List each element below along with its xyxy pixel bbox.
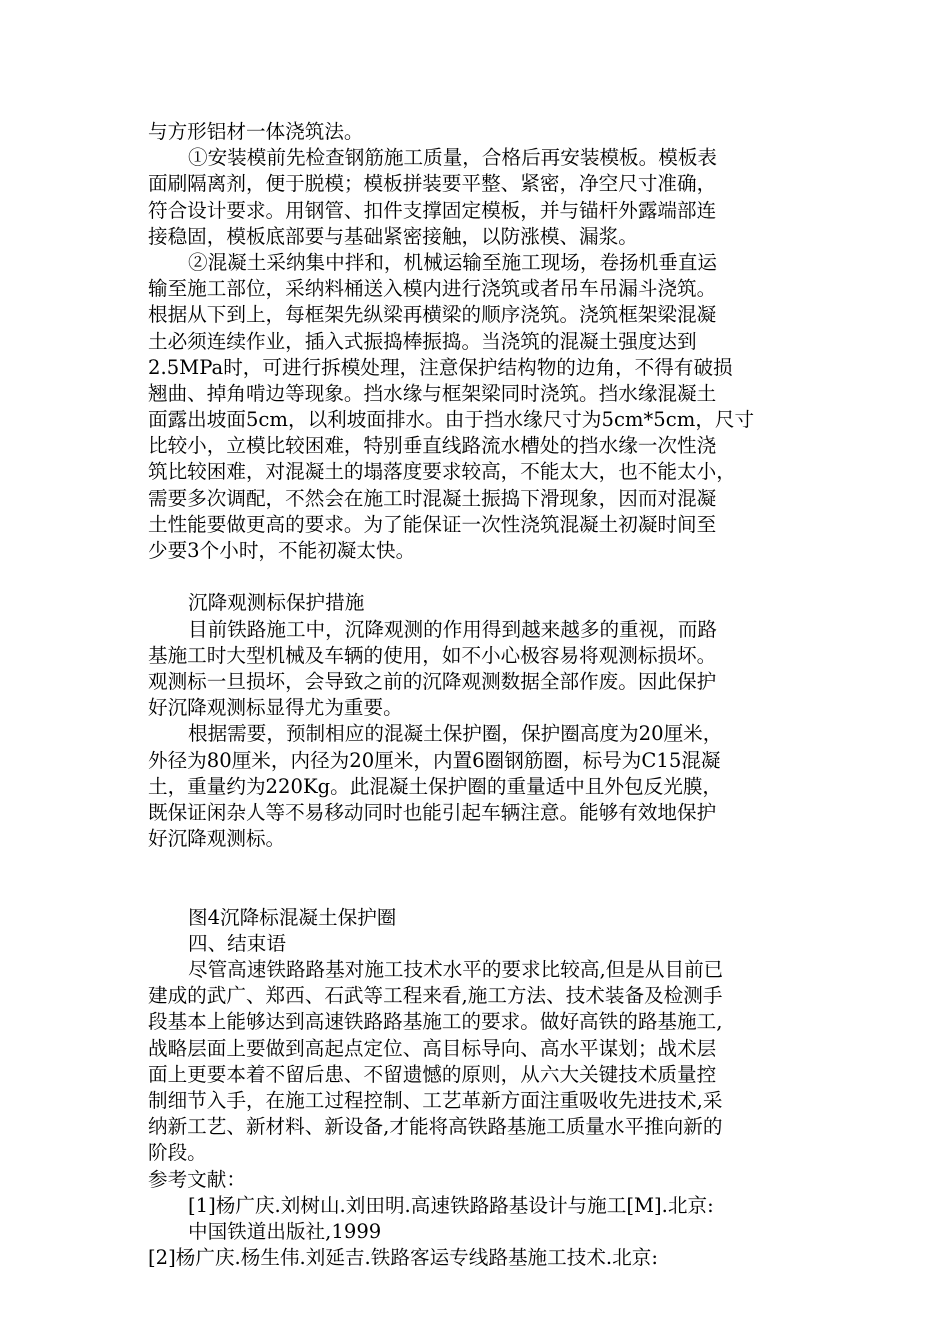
text-line: 参考文献： [148,1167,246,1191]
text-line: 基施工时大型机械及车辆的使用，如不小心极容易将观测标损坏。 [148,643,717,667]
text-line: 与方形铝材一体浇筑法。 [148,120,364,143]
text-line: 战略层面上要做到高起点定位、高目标导向、高水平谋划；战术层 [148,1036,717,1060]
text-line: 土必须连续作业，插入式振捣棒振捣。当浇筑的混凝土强度达到 [148,329,697,353]
text-line: 观测标一旦损坏，会导致之前的沉降观测数据全部作废。因此保护 [148,669,717,693]
text-line: 制细节入手，在施工过程控制、工艺革新方面注重吸收先进技术,采 [148,1088,723,1112]
text-line: 面露出坡面5cm，以利坡面排水。由于挡水缘尺寸为5cm*5cm，尺寸 [148,408,755,432]
text-line: 筑比较困难，对混凝土的塌落度要求较高，不能太大，也不能太小， [148,460,736,484]
text-line: 阶段。 [148,1141,207,1165]
blank-line [148,852,808,878]
blank-line [148,878,808,904]
section-heading: 四、结束语 [188,931,286,955]
text-line: 土，重量约为220Kg。此混凝土保护圈的重量适中且外包反光膜， [148,774,723,798]
text-line: 少要3个小时，不能初凝太快。 [148,539,416,562]
text-line: 需要多次调配，不然会在施工时混凝土振捣下滑现象，因而对混凝 [148,486,717,510]
text-line: 既保证闲杂人等不易移动同时也能引起车辆注意。能够有效地保护 [148,800,717,824]
text-line: 接稳固，模板底部要与基础紧密接触，以防涨模、漏浆。 [148,224,638,248]
text-line: 建成的武广、郑西、石武等工程来看,施工方法、技术装备及检测手 [148,984,723,1008]
paragraph-line: 尽管高速铁路路基对施工技术水平的要求比较高,但是从目前已 [188,958,724,981]
paragraph-line: ①安装模前先检查钢筋施工质量，合格后再安装模板。模板表 [188,146,718,170]
text-line: 翘曲、掉角啃边等现象。挡水缘与框架梁同时浇筑。挡水缘混凝土 [148,381,717,405]
paragraph-line: 根据需要，预制相应的混凝土保护圈，保护圈高度为20厘米， [188,722,723,746]
text-line: 根据从下到上，每框架先纵梁再横梁的顺序浇筑。浇筑框架梁混凝 [148,303,717,327]
text-line: 段基本上能够达到高速铁路路基施工的要求。做好高铁的路基施工, [148,1010,723,1034]
section-heading: 沉降观测标保护措施 [188,591,365,615]
text-line: 面上更要本着不留后患、不留遗憾的原则，从六大关键技术质量控 [148,1062,717,1086]
text-line: 输至施工部位，采纳料桶送入模内进行浇筑或者吊车吊漏斗浇筑。 [148,277,717,301]
figure-caption: 图4沉降标混凝土保护圈 [188,905,397,929]
text-line: 比较小，立模比较困难，特别垂直线路流水槽处的挡水缘一次性浇 [148,434,717,458]
text-line: 2.5MPa时，可进行拆模处理，注意保护结构物的边角，不得有破损 [148,355,733,379]
text-line: [2]杨广庆.杨生伟.刘延吉.铁路客运专线路基施工技术.北京: [148,1246,658,1270]
text-line: 面刷隔离剂，便于脱模；模板拼装要平整、紧密，净空尺寸准确， [148,172,717,196]
text-line: 土性能要做更高的要求。为了能保证一次性浇筑混凝土初凝时间至 [148,512,717,536]
text-line: 好沉降观测标显得尤为重要。 [148,696,403,720]
body-text [148,119,808,1297]
text-line: 好沉降观测标。 [148,827,286,851]
text-line: 外径为80厘米，内径为20厘米，内置6圈钢筋圈，标号为C15混凝 [148,748,721,772]
text-line: 纳新工艺、新材料、新设备,才能将高铁路基施工质量水平推向新的 [148,1115,723,1139]
reference-item [148,1271,808,1297]
reference-item: 中国铁道出版社,1999 [188,1219,382,1243]
text-line: 符合设计要求。用钢管、扣件支撑固定模板，并与锚杆外露端部连 [148,198,717,222]
paragraph-line: 目前铁路施工中，沉降观测的作用得到越来越多的重视，而路 [188,617,718,641]
references-heading: [1]杨广庆.刘树山.刘田明.高速铁路路基设计与施工[M].北京: [188,1193,714,1217]
blank-line [148,564,808,590]
paragraph-line: ②混凝土采纳集中拌和，机械运输至施工现场，卷扬机垂直运 [188,250,718,274]
